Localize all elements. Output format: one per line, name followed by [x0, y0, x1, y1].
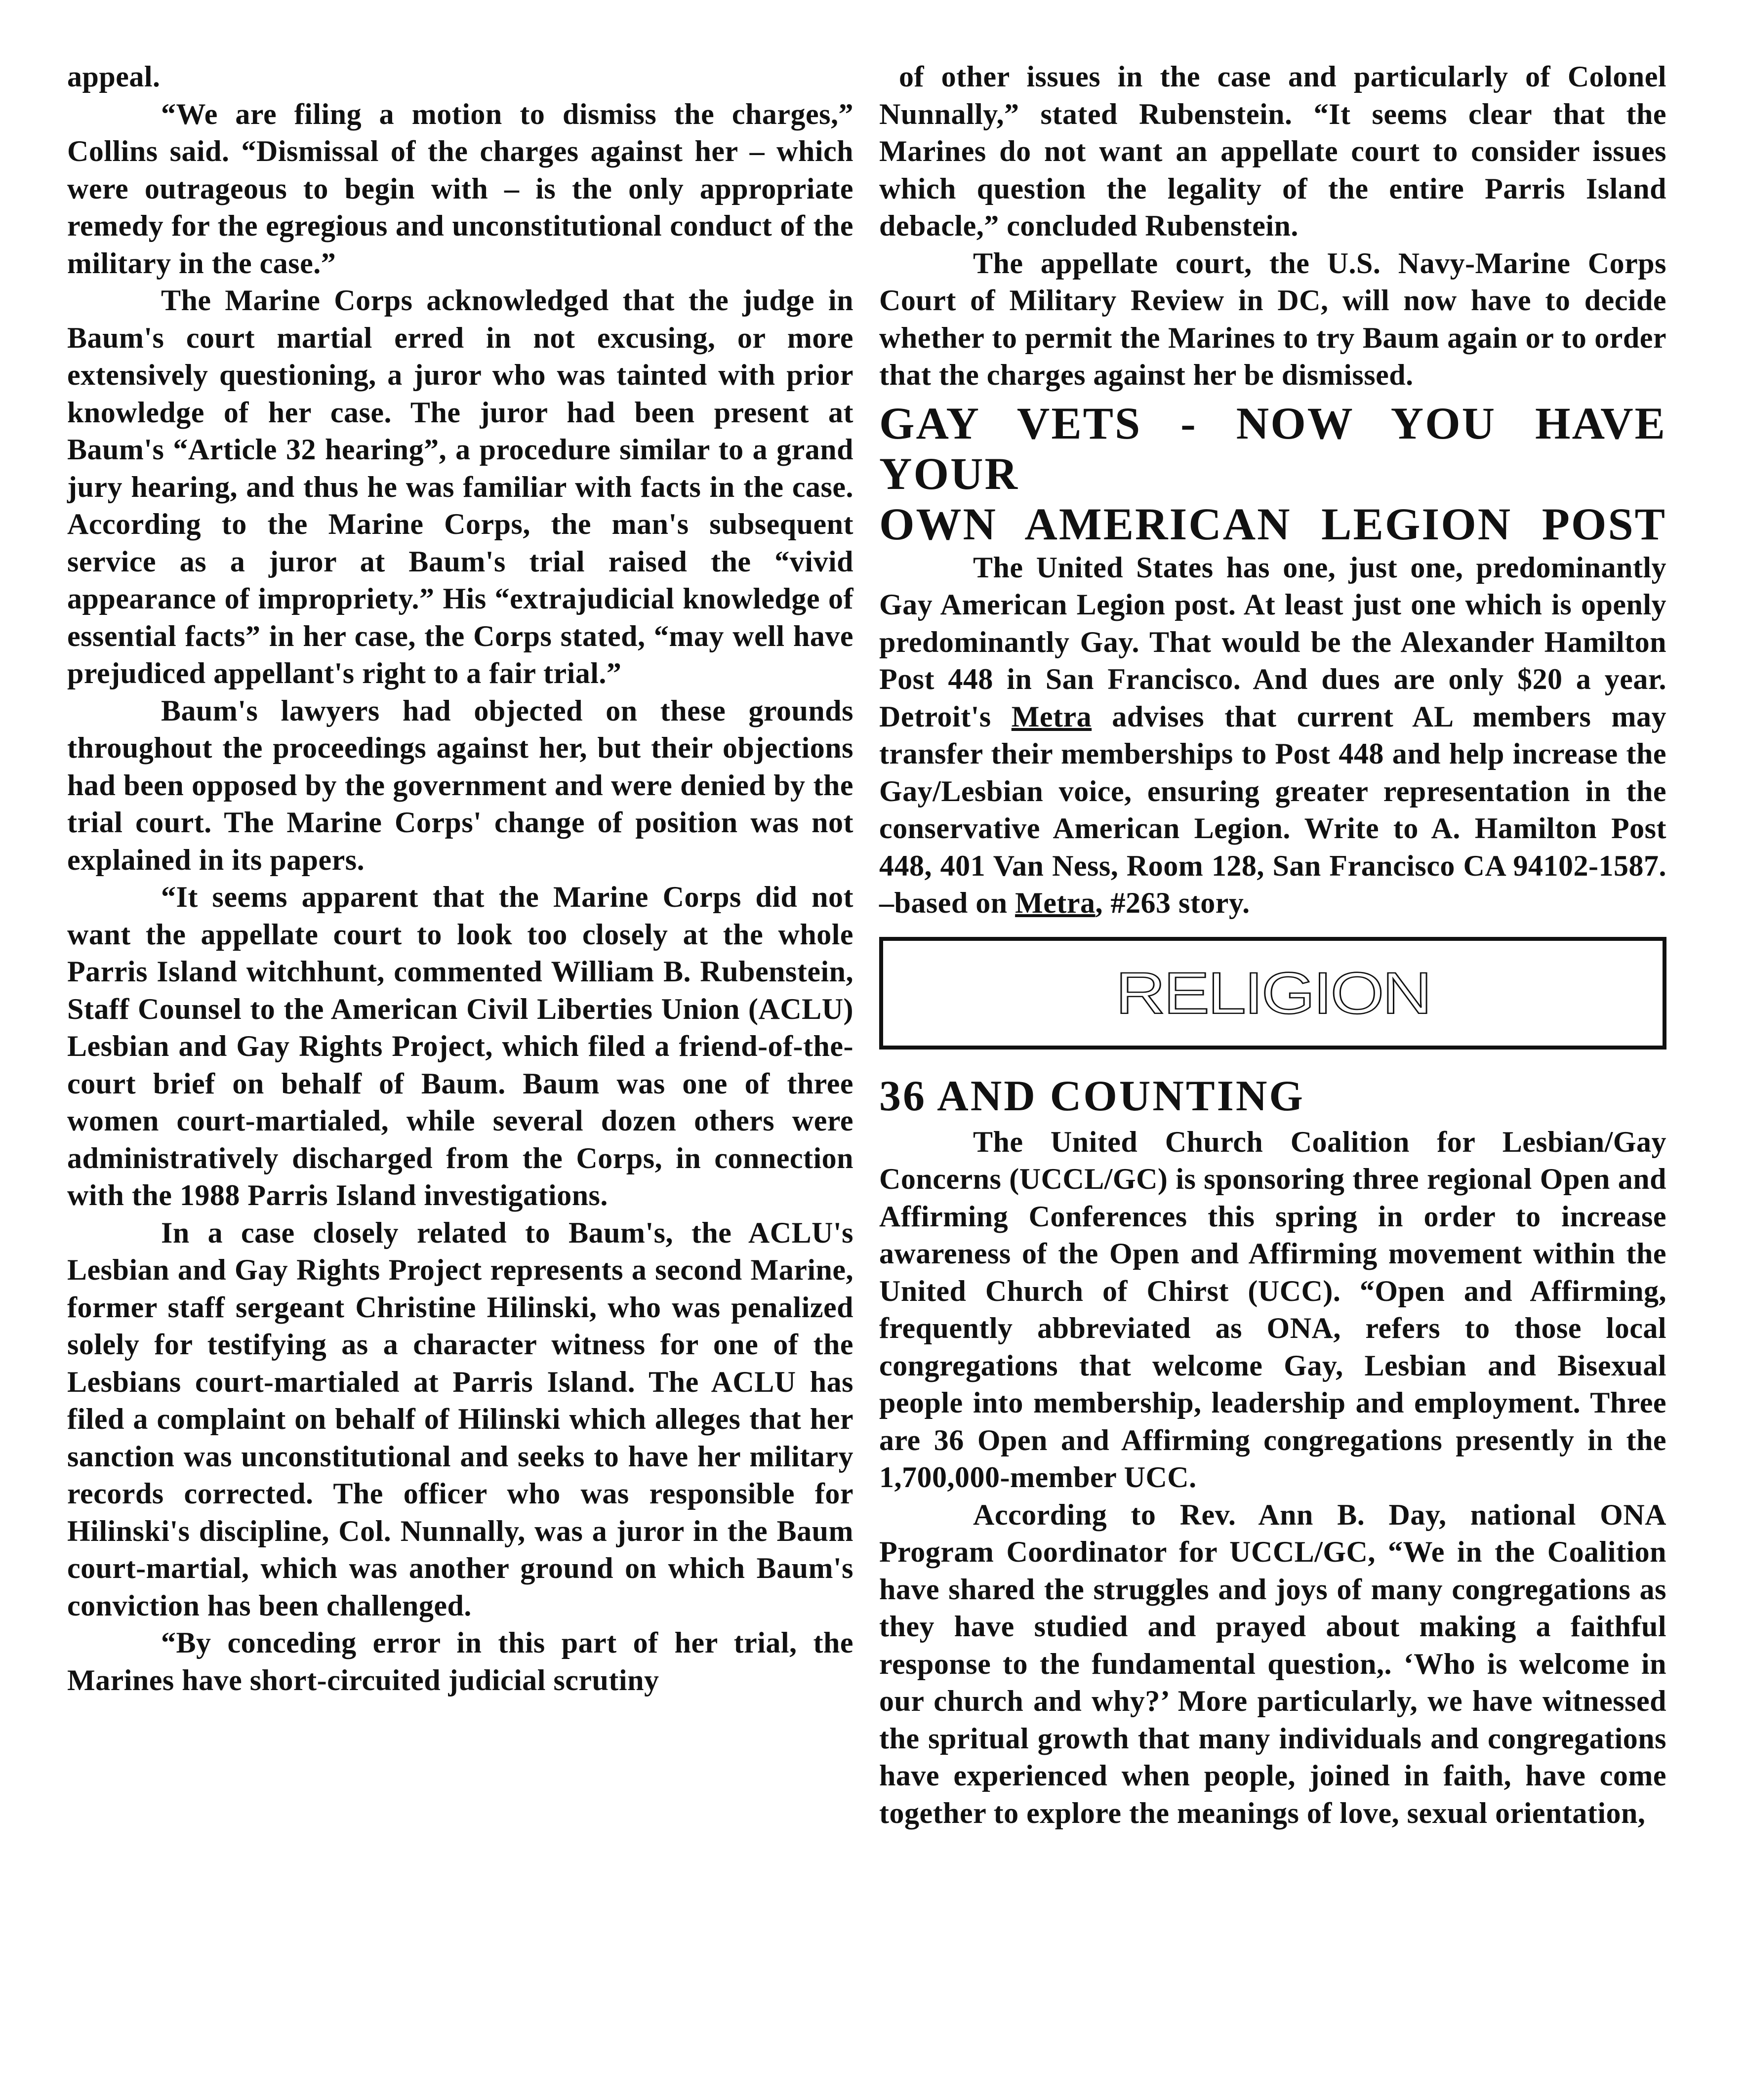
paragraph: “We are filing a motion to dismiss the charges,” Collins said. “Dismissal of the charges against her – which were outrageous to begin with – is the only appropriate remedy for the egregious and unconstitutional conduct of the military in the case.” — [67, 97, 853, 280]
paragraph: The appellate court, the U.S. Navy-Marine Corps Court of Military Review in DC, will now have to decide whether to permit the Marines to try Baum again or to order that the charges against her be dismissed. — [879, 246, 1666, 391]
section-banner-religion — [879, 937, 1666, 1050]
paragraph: In a case closely related to Baum's, the ACLU's Lesbian and Gay Rights Project represents a second Marine, former staff sergeant Christine Hilinski, who was penalized solely for testifying as a character witness for one of the Lesbians court-martialed at Parris Island. The ACLU has filed a complaint on behalf of Hilinski which alleges that her sanction was unconstitutional and seeks to have her military records corrected. The officer who was responsible for Hilinski's discipline, Col. Nunnally, was a juror in the Baum court-martial, which was another ground on which Baum's conviction has been challenged. — [67, 1216, 853, 1622]
publication-name: Metra — [1011, 700, 1092, 733]
gay-vets-article — [879, 549, 1666, 922]
paragraph: appeal. — [67, 60, 161, 93]
paragraph: “It seems apparent that the Marine Corps did not want the appellate court to look too closely at the whole Parris Island witchhunt, commented William B. Rubenstein, Staff Counsel to the American Civil Liberties Union (ACLU) Lesbian and Gay Rights Project, which filed a friend-of-the-court brief on behalf of Baum. Baum was one of three women court-martialed, while several dozen others were administratively discharged from the Corps, in connection with the 1988 Parris Island investigations. — [67, 881, 853, 1212]
right-column — [879, 58, 1666, 1832]
paragraph: of other issues in the case and particularly of Colonel Nunnally,” stated Rubenstein. “It seems clear that the Marines do not want an appellate court to consider issues which question the legality of the entire Parris Island debacle,” concluded Rubenstein. — [879, 60, 1666, 242]
article-text: The United States has one, just one, predominantly Gay American Legion post. At least just one which is openly predominantly Gay. That would be the Alexander Hamilton Post 448 in San Francisco. And dues are only $20 a year. Detroit's — [879, 551, 1666, 733]
article-text: , #263 story. — [1095, 887, 1250, 919]
article-text: advises that current AL members may transfer their memberships to Post 448 and help increase the Gay/Lesbian voice, ensuring greater representation in the conservative American Legion. Write to A. Hamilton Post 448, 401 Van Ness, Room 128, San Francisco CA 94102-1587. –based on — [879, 700, 1666, 919]
paragraph: Baum's lawyers had objected on these grounds throughout the proceedings against her, but their objections had been opposed by the government and were denied by the trial court. The Marine Corps' change of position was not explained in its papers. — [67, 694, 853, 876]
paragraph: According to Rev. Ann B. Day, national ONA Program Coordinator for UCCL/GC, “We in the Coalition have shared the struggles and joys of many congregations as they have studied and prayed about making a faithful response to the fundamental question,. ‘Who is welcome in our church and why?’ More particularly, we have witnessed the spritual growth that many individuals and congregations have experienced when people, joined in faith, have come together to explore the meanings of love, sexual orientation, — [879, 1498, 1666, 1829]
publication-name: Metra — [1015, 887, 1096, 919]
left-column — [67, 58, 853, 1699]
gay-vets-headline-line1: GAY VETS - NOW YOU HAVE YOUR — [879, 398, 1666, 499]
paragraph: “By conceding error in this part of her trial, the Marines have short-circuited judicial scrutiny — [67, 1626, 853, 1696]
counting-headline: 36 AND COUNTING — [879, 1072, 1305, 1120]
paragraph: The United Church Coalition for Lesbian/Gay Concerns (UCCL/GC) is sponsoring three regional Open and Affirming Conferences this spring in order to increase awareness of the Open and Affirming movement within the United Church of Chirst (UCC). “Open and Affirming, frequently abbreviated as ONA, refers to those local congregations that welcome Gay, Lesbian and Bisexual people into membership, leadership and employment. Three are 36 Open and Affirming congregations presently in the 1,700,000-member UCC. — [879, 1125, 1666, 1494]
section-label: RELIGION — [1115, 960, 1430, 1026]
paragraph: The Marine Corps acknowledged that the judge in Baum's court martial erred in not excusing, or more extensively questioning, a juror who was tainted with prior knowledge of her case. The juror had been present at Baum's “Article 32 hearing”, a procedure similar to a grand jury hearing, and thus he was familiar with facts in the case. According to the Marine Corps, the man's subsequent service as a juror at Baum's trial raised the “vivid appearance of impropriety.” His “extrajudicial knowledge of essential facts” in her case, the Corps stated, “may well have prejudiced appellant's right to a fair trial.” — [67, 284, 853, 689]
gay-vets-headline-line2: OWN AMERICAN LEGION POST — [879, 498, 1666, 549]
